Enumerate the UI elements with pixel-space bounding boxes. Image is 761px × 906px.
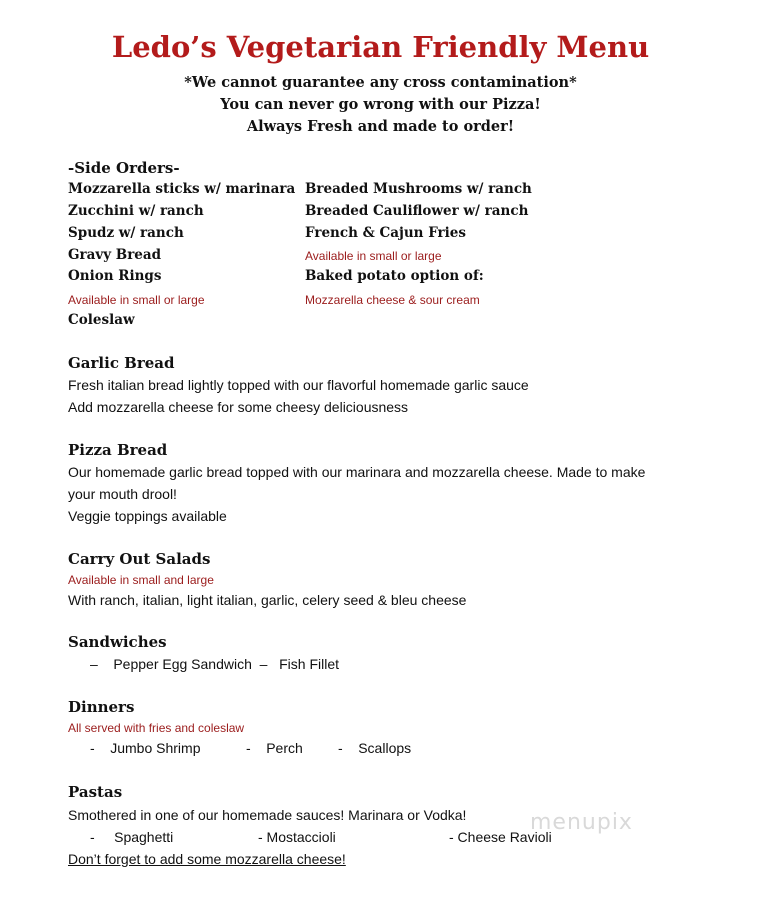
side-item: Onion Rings [68, 268, 162, 284]
side-item: Mozzarella sticks w/ marinara [68, 181, 296, 197]
side-item: Zucchini w/ ranch [68, 203, 204, 219]
side-item: Gravy Bread [68, 247, 162, 263]
salads-dressings: With ranch, italian, light italian, garlic, celery seed & bleu cheese [68, 592, 467, 608]
side-item: Breaded Mushrooms w/ ranch [305, 181, 532, 197]
sandwiches-heading: Sandwiches [68, 633, 167, 651]
pizza-bread-heading: Pizza Bread [68, 441, 168, 459]
pasta-item: - Spaghetti [90, 829, 174, 845]
menu-title: Ledo’s Vegetarian Friendly Menu [111, 30, 650, 64]
pastas-cheese-reminder: Don’t forget to add some mozzarella cheese! [68, 851, 346, 867]
potato-options-note: Mozzarella cheese & sour cream [305, 293, 480, 307]
garlic-bread-desc: Add mozzarella cheese for some cheesy deliciousness [68, 399, 409, 415]
dinners-note: All served with fries and coleslaw [68, 721, 245, 735]
pasta-item: - Cheese Ravioli [449, 829, 552, 845]
fries-size-note: Available in small or large [305, 249, 442, 263]
pizza-bread-desc: Our homemade garlic bread topped with our marinara and mozzarella cheese. Made to make [68, 464, 646, 480]
dinner-item: - Jumbo Shrimp [90, 740, 201, 756]
garlic-bread-desc: Fresh italian bread lightly topped with our flavorful homemade garlic sauce [68, 377, 529, 393]
garlic-bread-heading: Garlic Bread [68, 354, 175, 372]
side-item: French & Cajun Fries [305, 225, 466, 241]
pastas-desc: Smothered in one of our homemade sauces! Marinara or Vodka! [68, 807, 467, 823]
side-item: Coleslaw [68, 312, 135, 328]
side-orders-heading: -Side Orders- [68, 159, 180, 177]
pastas-heading: Pastas [68, 783, 123, 801]
pizza-bread-desc: Veggie toppings available [68, 508, 227, 524]
side-item: Breaded Cauliflower w/ ranch [305, 203, 529, 219]
watermark: menupix [530, 810, 633, 835]
dinners-heading: Dinners [68, 698, 135, 716]
side-item: Spudz w/ ranch [68, 225, 184, 241]
subtitle-line-2: You can never go wrong with our Pizza! [220, 96, 541, 113]
pasta-item: - Mostaccioli [258, 829, 336, 845]
salads-heading: Carry Out Salads [68, 550, 211, 568]
sandwiches-list: – Pepper Egg Sandwich – Fish Fillet [90, 656, 340, 672]
side-item: Baked potato option of: [305, 268, 484, 284]
subtitle-line-1: *We cannot guarantee any cross contamination* [184, 74, 577, 91]
subtitle-line-3: Always Fresh and made to order! [246, 118, 515, 135]
pizza-bread-desc: your mouth drool! [68, 486, 177, 502]
dinner-item: - Perch [246, 740, 303, 756]
salads-size-note: Available in small and large [68, 573, 214, 587]
dinner-item: - Scallops [338, 740, 412, 756]
side-size-note: Available in small or large [68, 293, 205, 307]
